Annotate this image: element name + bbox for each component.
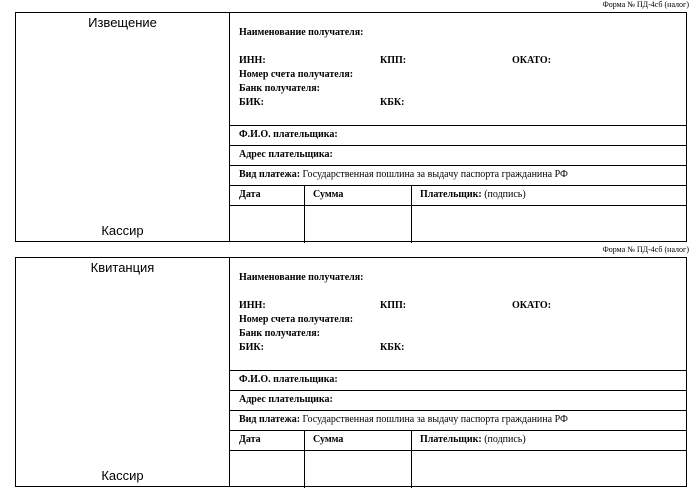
payment-type-label: Вид платежа: <box>239 169 301 180</box>
kbk-label: КБК: <box>380 97 405 108</box>
receipt-cashier-label: Кассир <box>101 468 144 483</box>
notice-block <box>15 12 687 242</box>
payer-signature-header <box>420 434 526 445</box>
okato-label: ОКАТО: <box>512 300 552 311</box>
divider <box>230 165 686 166</box>
payment-type-value: Государственная пошлина за выдачу паспорта гражданина РФ <box>302 169 568 180</box>
receipt-title: Квитанция <box>90 260 155 275</box>
bik-label: БИК: <box>239 97 264 108</box>
notice-cashier-label: Кассир <box>101 223 144 238</box>
date-header: Дата <box>239 434 261 445</box>
recipient-name-label: Наименование получателя: <box>239 272 364 283</box>
inn-label: ИНН: <box>239 300 266 311</box>
amount-header: Сумма <box>313 189 344 200</box>
receipt-block <box>15 257 687 487</box>
payer-label: Плательщик: <box>420 189 482 200</box>
kpp-label: КПП: <box>380 55 407 66</box>
payer-name-label: Ф.И.О. плательщика: <box>239 129 338 140</box>
column-divider <box>411 430 412 488</box>
payer-address-label: Адрес плательщика: <box>239 149 333 160</box>
divider <box>230 205 686 206</box>
account-label: Номер счета получателя: <box>239 69 354 80</box>
divider <box>230 450 686 451</box>
payer-address-label: Адрес плательщика: <box>239 394 333 405</box>
kpp-label: КПП: <box>380 300 407 311</box>
signature-label: (подпись) <box>484 189 526 200</box>
payer-signature-header <box>420 189 526 200</box>
notice-fields <box>230 13 686 241</box>
column-divider <box>411 185 412 243</box>
signature-label: (подпись) <box>484 434 526 445</box>
divider <box>230 390 686 391</box>
divider <box>230 370 686 371</box>
form-number-top: Форма № ПД-4сб (налог) <box>602 0 689 9</box>
divider <box>230 410 686 411</box>
notice-left-column <box>16 13 230 241</box>
account-label: Номер счета получателя: <box>239 314 354 325</box>
date-header: Дата <box>239 189 261 200</box>
kbk-label: КБК: <box>380 342 405 353</box>
okato-label: ОКАТО: <box>512 55 552 66</box>
bik-label: БИК: <box>239 342 264 353</box>
payment-type <box>239 169 568 180</box>
bank-label: Банк получателя: <box>239 83 320 94</box>
bank-label: Банк получателя: <box>239 328 320 339</box>
receipt-left-column <box>16 258 230 486</box>
amount-header: Сумма <box>313 434 344 445</box>
receipt-fields <box>230 258 686 486</box>
column-divider <box>304 430 305 488</box>
payer-name-label: Ф.И.О. плательщика: <box>239 374 338 385</box>
payer-label: Плательщик: <box>420 434 482 445</box>
inn-label: ИНН: <box>239 55 266 66</box>
payment-type <box>239 414 568 425</box>
divider <box>230 430 686 431</box>
divider <box>230 125 686 126</box>
form-number-middle: Форма № ПД-4сб (налог) <box>602 245 689 254</box>
recipient-name-label: Наименование получателя: <box>239 27 364 38</box>
column-divider <box>304 185 305 243</box>
payment-type-label: Вид платежа: <box>239 414 301 425</box>
notice-title: Извещение <box>88 15 157 30</box>
divider <box>230 185 686 186</box>
payment-type-value: Государственная пошлина за выдачу паспорта гражданина РФ <box>302 414 568 425</box>
divider <box>230 145 686 146</box>
